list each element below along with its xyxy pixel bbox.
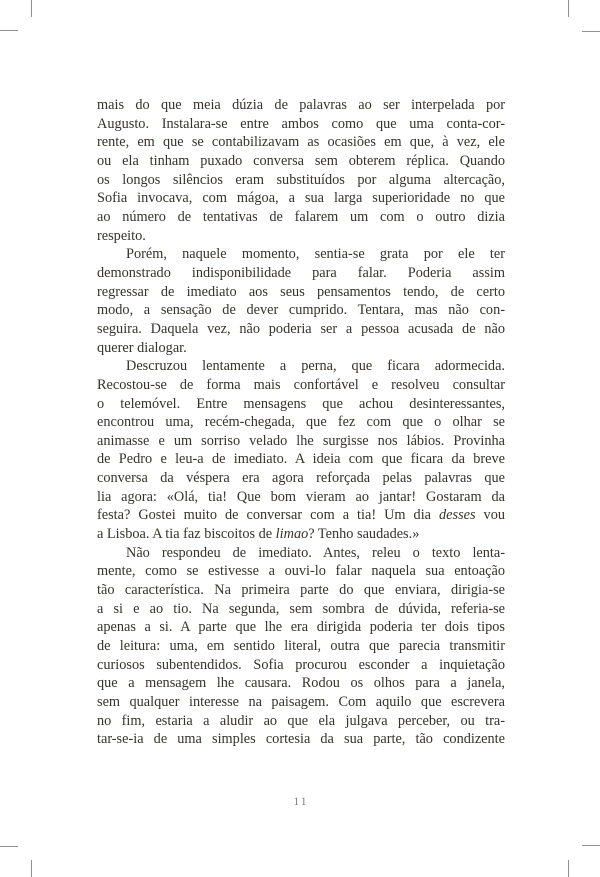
text-line: que a mensagem lhe causara. Rodou os olhos para a janela, <box>97 675 505 692</box>
crop-mark-top-right-horizontal <box>582 31 600 32</box>
text-line: ou ela tinham puxado conversa sem obterem réplica. Quando <box>97 152 505 169</box>
text-line: modo, a sensação de dever cumprido. Tentara, mas não con- <box>97 302 505 319</box>
text-line: festa? Gostei muito de conversar com a tia! Um dia desses vou <box>97 507 505 524</box>
text-line: lia agora: «Olá, tia! Que bom vieram ao jantar! Gostaram da <box>97 488 505 505</box>
text-line: os longos silêncios eram substituídos por alguma altercação, <box>97 171 505 188</box>
text-line: animasse e um sorriso velado lhe surgisse nos lábios. Provinha <box>97 432 505 449</box>
crop-mark-top-left-vertical <box>31 0 32 17</box>
text-line: Não respondeu de imediato. Antes, releu o texto lenta- <box>126 544 505 561</box>
text-line: o telemóvel. Entre mensagens que achou desinteressantes, <box>97 395 505 412</box>
text-line: Porém, naquele momento, sentia-se grata por ele ter <box>126 246 505 263</box>
crop-mark-bottom-right-vertical <box>568 860 569 877</box>
text-line: tão característica. Na primeira parte do que enviara, dirigia-se <box>97 582 505 599</box>
text-line: a si e ao tio. Na segunda, sem sombra de dúvida, referia-se <box>97 600 505 617</box>
crop-mark-bottom-right-horizontal <box>582 845 600 846</box>
text-line: Recostou-se de forma mais confortável e resolveu consultar <box>97 376 505 393</box>
text-line: rente, em que se contabilizavam as ocasiões em que, à vez, ele <box>97 134 505 151</box>
paragraph <box>97 245 505 357</box>
text-line: ao número de tentativas de falarem um com o outro dizia <box>97 208 505 225</box>
paragraph <box>97 544 505 749</box>
text-line: no fim, estaria a aludir ao que ela julgava perceber, ou tra- <box>97 712 505 729</box>
text-line: demonstrado indisponibilidade para falar. Poderia assim <box>97 264 505 281</box>
text-line: respeito. <box>97 227 146 244</box>
text-line: de leitura: uma, em sentido literal, outra que parecia transmitir <box>97 638 505 655</box>
text-line: Sofia invocava, com mágoa, a sua larga superioridade no que <box>97 190 505 207</box>
text-line: mais do que meia dúzia de palavras ao ser interpelada por <box>97 97 505 113</box>
text-line: querer dialogar. <box>97 339 187 356</box>
text-line: Descruzou lentamente a perna, que ficara adormecida. <box>126 358 505 375</box>
text-line: mente, como se estivesse a ouvi-lo falar naquela sua entoação <box>97 563 505 580</box>
paragraph <box>97 96 505 245</box>
text-line: apenas a si. A parte que lhe era dirigida poderia ter dois tipos <box>97 619 505 636</box>
text-line: encontrou uma, recém-chegada, que fez com que o olhar se <box>97 414 505 431</box>
crop-mark-bottom-left-vertical <box>31 860 32 877</box>
crop-mark-top-left-horizontal <box>0 30 18 31</box>
text-line: tar-se-ia de uma simples cortesia da sua parte, tão condizente <box>97 731 505 748</box>
text-line: sem qualquer interesse na paisagem. Com aquilo que escrevera <box>97 694 505 710</box>
text-line: curiosos subentendidos. Sofia procurou esconder a inquietação <box>97 656 505 673</box>
body-text-block <box>97 96 505 749</box>
text-line: seguira. Daquela vez, não poderia ser a pessoa acusada de não <box>97 320 505 337</box>
text-line: de Pedro e leu-a de imediato. A ideia com que ficara da breve <box>97 451 505 468</box>
text-line: Augusto. Instalara-se entre ambos como que uma conta-cor- <box>97 115 505 132</box>
text-line: regressar de imediato aos seus pensamentos tendo, de certo <box>97 283 505 300</box>
text-line: conversa da véspera era agora reforçada pelas palavras que <box>97 470 505 487</box>
crop-mark-bottom-left-horizontal <box>0 846 18 847</box>
crop-mark-top-right-vertical <box>568 0 569 17</box>
text-line: a Lisboa. A tia faz biscoitos de limao? Tenho saudades.» <box>97 526 420 543</box>
page-number: 11 <box>293 796 309 808</box>
paragraph <box>97 357 505 544</box>
